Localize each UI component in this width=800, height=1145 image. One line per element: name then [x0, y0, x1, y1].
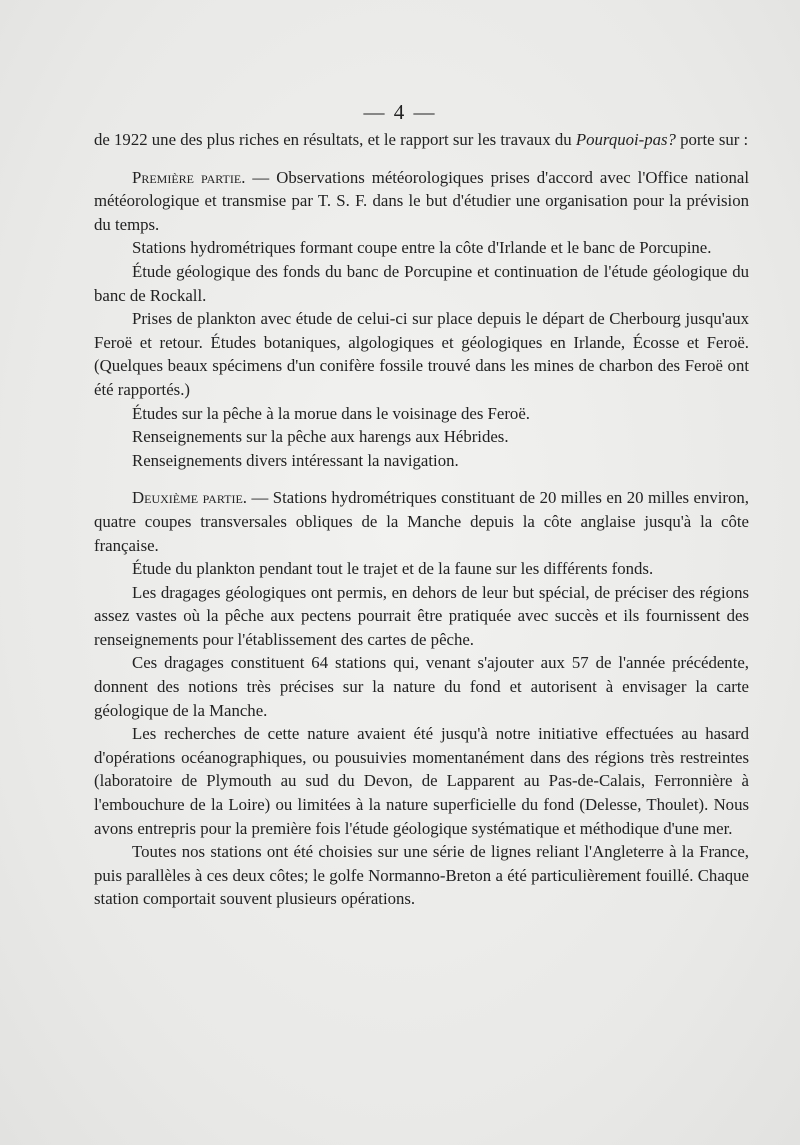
part1-heading: Première partie. — [132, 167, 246, 187]
paragraph: Toutes nos stations ont été choisies sur une série de lignes reliant l'Angleterre à la France, puis parallèles à ces deux côtes; le golfe Normanno-Breton a été particulièrement fouillé. Chaque station comportait souvent plusieurs opérations. — [94, 842, 749, 909]
body-text — [94, 128, 749, 911]
paragraph: Étude du plankton pendant tout le trajet et de la faune sur les différents fonds. — [132, 559, 654, 579]
part1-paragraph — [94, 166, 749, 237]
part1-text: Observations météorologiques prises d'accord avec l'Office national météorologique et transmise par T. S. F. dans le but d'étudier une organisation pour la prévision du temps. — [94, 167, 749, 234]
paragraph: Études sur la pêche à la morue dans le voisinage des Feroë. — [132, 403, 530, 423]
paragraph: Les dragages géologiques ont permis, en dehors de leur but spécial, de préciser des régions assez vastes où la pêche aux pectens pourrait être pratiquée avec succès et ils fournissent des renseignements pour l'établissement des cartes de pêche. — [94, 582, 749, 649]
ship-name: Pourquoi-pas? — [575, 130, 676, 149]
paragraph: Renseignements sur la pêche aux harengs aux Hébrides. — [132, 427, 509, 447]
intro-text: de 1922 une des plus riches en résultats, et le rapport sur les travaux du — [94, 130, 576, 149]
paragraph: Étude géologique des fonds du banc de Porcupine et continuation de l'étude géologique du banc de Rockall. — [94, 261, 749, 305]
paragraph: Stations hydrométriques formant coupe entre la côte d'Irlande et le banc de Porcupine. — [132, 238, 712, 258]
paragraph: Ces dragages constituent 64 stations qui, venant s'ajouter aux 57 de l'année précédente, donnent des notions très précises sur la nature du fond et autorisent à envisager la carte géologique de la Manche. — [94, 653, 749, 720]
part2-heading: Deuxième partie. — [132, 488, 247, 508]
intro-text-end: porte sur : — [675, 130, 749, 149]
page-number: — 4 — — [363, 100, 437, 124]
part1-dash: — — [245, 167, 277, 187]
part2-text: Stations hydrométriques constituant de 20 milles en 20 milles environ, quatre coupes transversales obliques de la Manche depuis la côte anglaise jusqu'à la côte française. — [94, 488, 749, 555]
part2-paragraph — [94, 486, 749, 557]
paragraph: Les recherches de cette nature avaient été jusqu'à notre initiative effectuées au hasard d'opérations océanographiques, ou pousuivies momentanément dans des régions très restreintes (laboratoire de Plymouth au sud du Devon, de Lapparent au Pas-de-Calais, Ferronnière à l'embouchure de la Loire) ou limitées à la nature superficielle du fond (Delesse, Thoulet). Nous avons entrepris pour la première fois l'étude géologique systématique et méthodique d'une mer. — [94, 724, 749, 838]
intro-paragraph — [94, 128, 749, 152]
paragraph: Prises de plankton avec étude de celui-ci sur place depuis le départ de Cherbourg jusqu'aux Feroë et retour. Études botaniques, algologiques et géologiques en Irlande, Écosse et Feroë. (Quelques beaux spécimens d'un conifère fossile trouvé dans les mines de charbon des Feroë ont été rapportés.) — [94, 309, 749, 399]
paragraph: Renseignements divers intéressant la navigation. — [132, 450, 459, 470]
part2-dash: — — [246, 488, 273, 508]
